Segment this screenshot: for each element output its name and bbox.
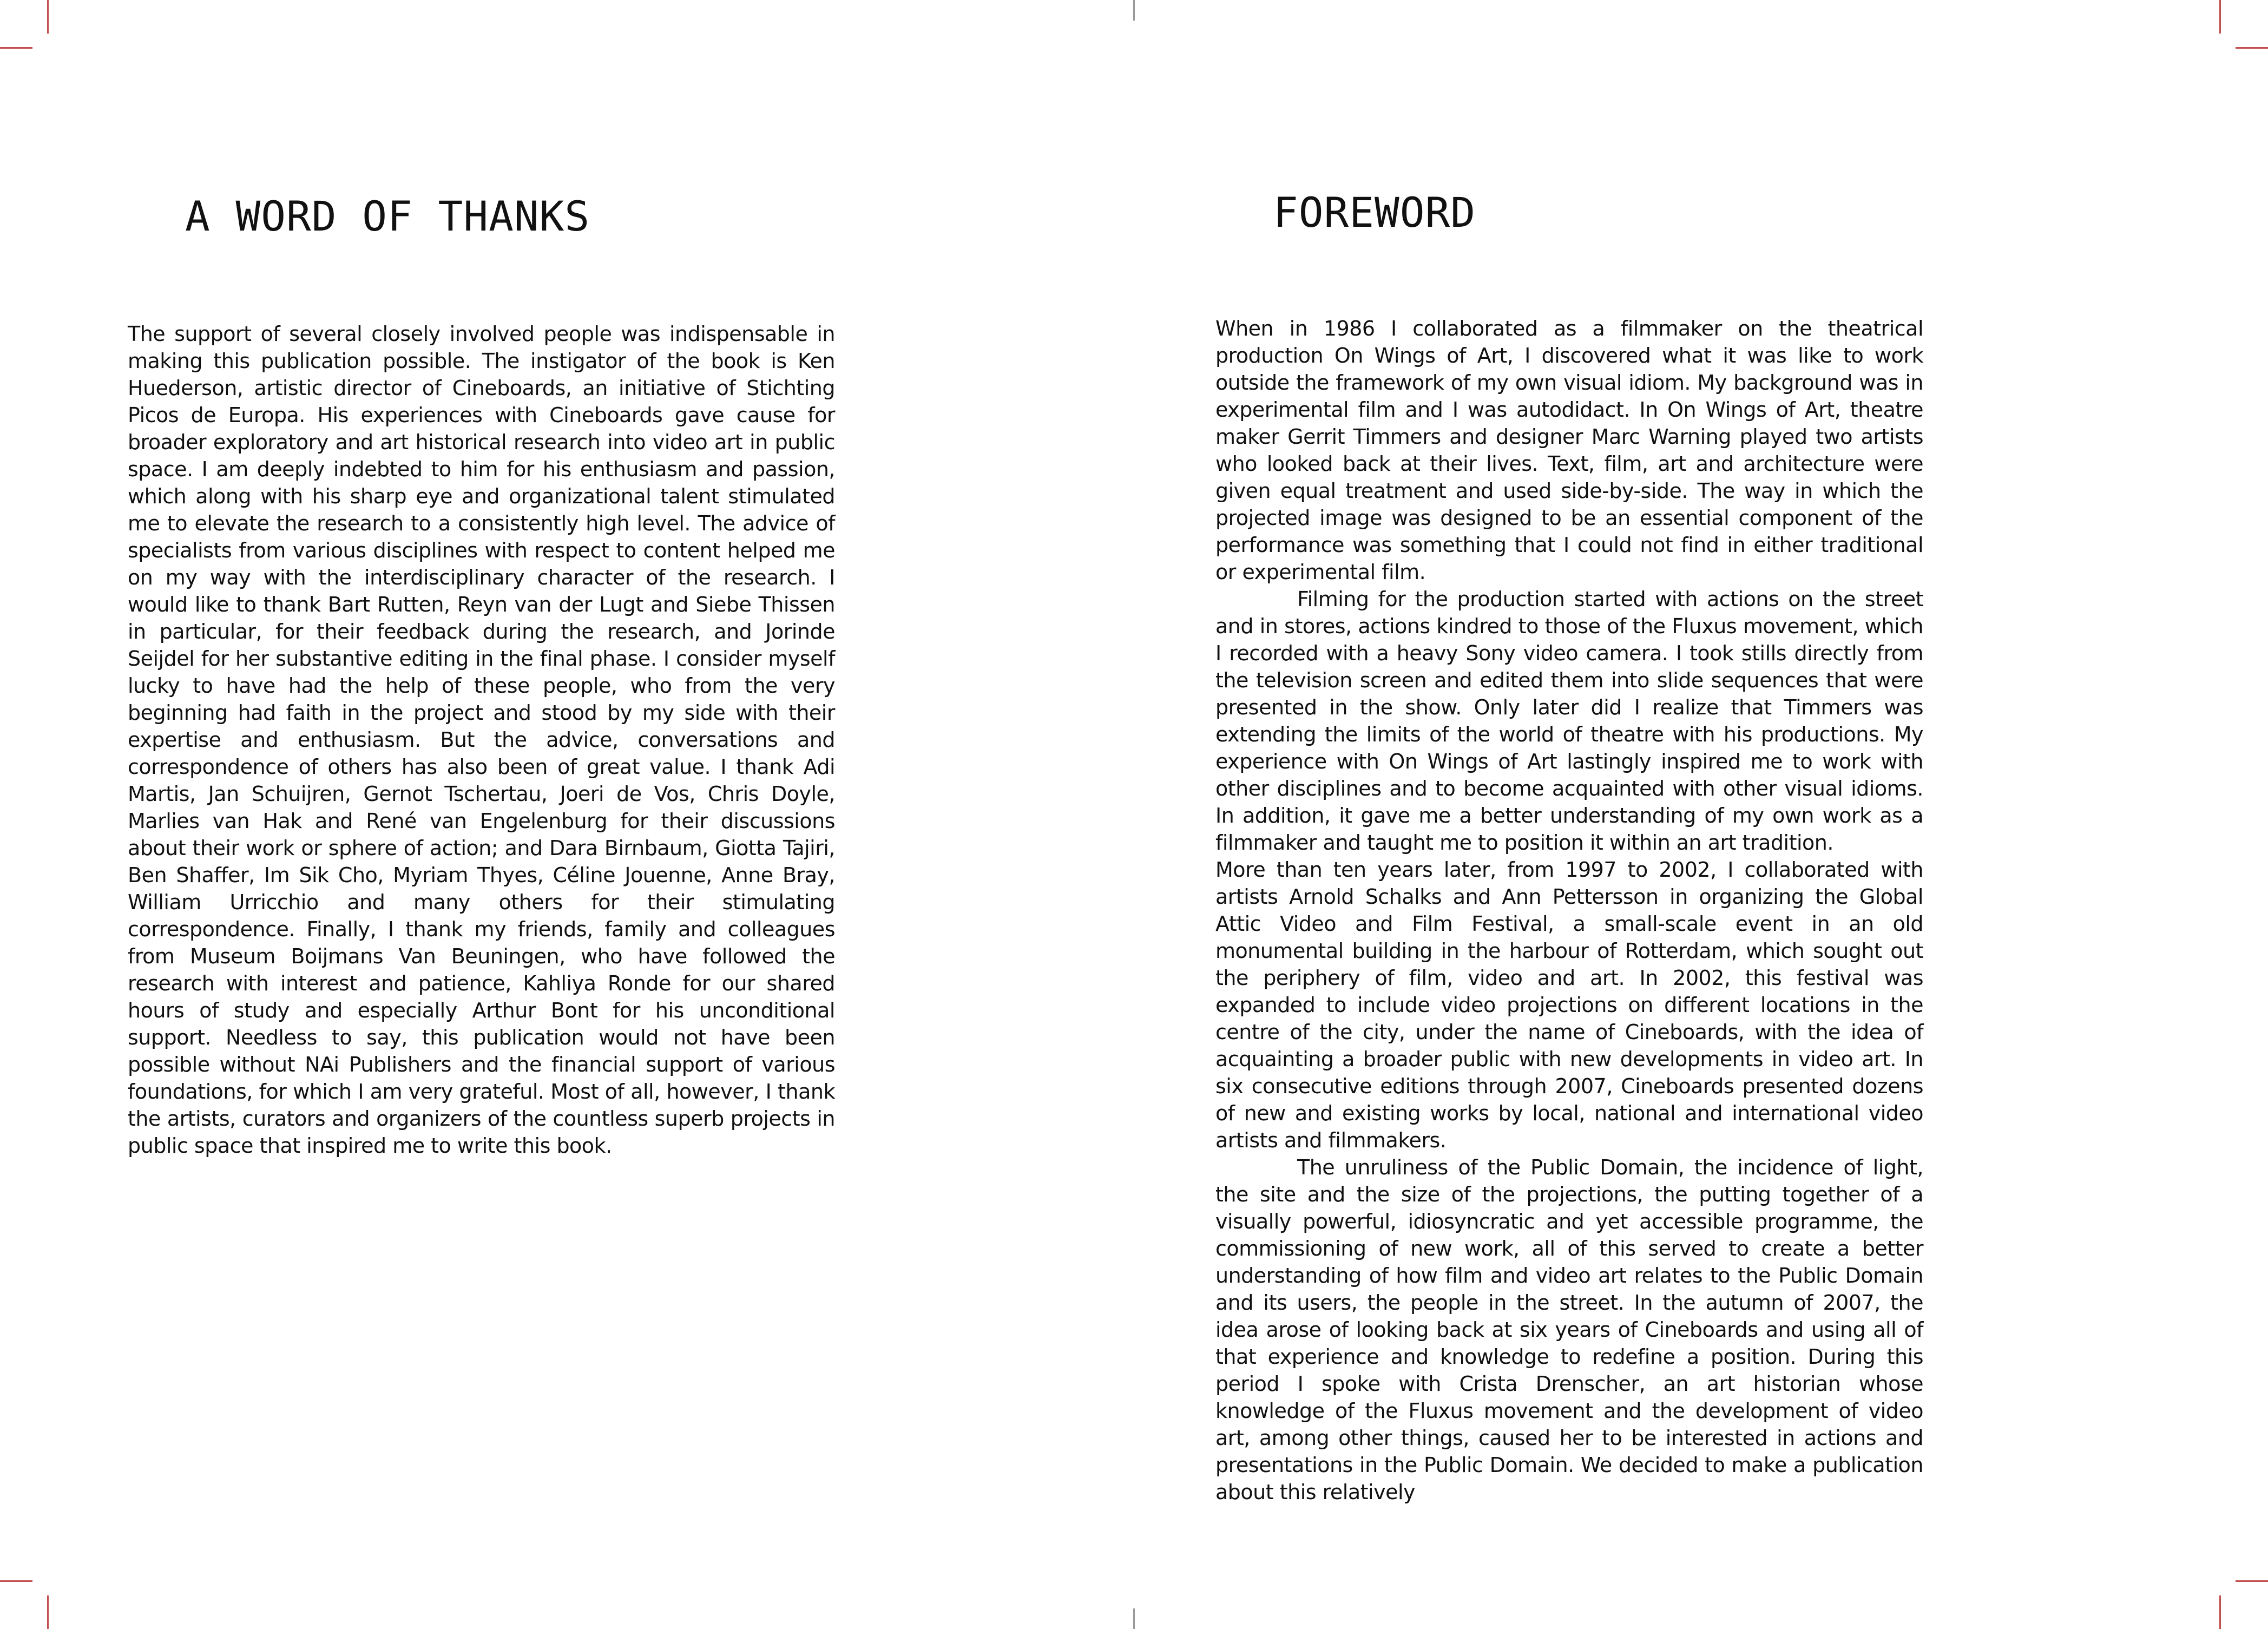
thanks-body	[128, 320, 835, 1159]
right-page	[1134, 0, 2268, 1629]
page-title-word-of-thanks: A WORD OF THANKS	[185, 192, 590, 240]
paragraph: The unruliness of the Public Domain, the incidence of light, the site and the size of the projections, the putting together of a visually powerful, idiosyncratic and yet accessible programme, the commissioning of new work, all of this served to create a better understanding of how film and video art relates to the Public Domain and its users, the people in the street. In the autumn of 2007, the idea arose of looking back at six years of Cineboards and using all of that experience and knowledge to redefine a position. During this period I spoke with Crista Drenscher, an art historian whose knowledge of the Fluxus movement and the development of video art, among other things, caused her to be interested in actions and presentations in the Public Domain. We decided to make a publication about this relatively	[1215, 1155, 1923, 1504]
foreword-body	[1215, 315, 1923, 1506]
paragraph: Filming for the production started with actions on the street and in stores, actions kindred to those of the Fluxus movement, which I recorded with a heavy Sony video camera. I took stills directly from the television screen and edited them into slide sequences that were presented in the show. Only later did I realize that Timmers was extending the limits of the world of theatre with his productions. My experience with On Wings of Art lastingly inspired me to work with other disciplines and to become acquainted with other visual idioms. In addition, it gave me a better understanding of my own work as a filmmaker and taught me to position it within an art tradition.	[1215, 587, 1923, 855]
page-title-foreword: FOREWORD	[1273, 188, 1476, 237]
paragraph: More than ten years later, from 1997 to 2002, I collaborated with artists Arnold Schalks and Ann Pettersson in organizing the Global Attic Video and Film Festival, a small-scale event in an old monumental building in the harbour of Rotterdam, which sought out the periphery of film, video and art. In 2002, this festival was expanded to include video projections on different locations in the centre of the city, under the name of Cineboards, with the idea of acquainting a broader public with new developments in video art. In six consecutive editions through 2007, Cineboards presented dozens of new and existing works by local, national and international video artists and filmmakers.	[1215, 858, 1923, 1152]
paragraph: When in 1986 I collaborated as a filmmaker on the theatrical production On Wings of Art, I discovered what it was like to work outside the framework of my own visual idiom. My background was in experimental film and I was autodidact. In On Wings of Art, theatre maker Gerrit Timmers and designer Marc Warning played two artists who looked back at their lives. Text, film, art and architecture were given equal treatment and used side-by-side. The way in which the projected image was designed to be an essential component of the performance was something that I could not find in either traditional or experimental film.	[1215, 317, 1923, 584]
paragraph: The support of several closely involved people was indispensable in making this publication possible. The instigator of the book is Ken Huederson, artistic director of Cineboards, an initiative of Stichting Picos de Europa. His experiences with Cineboards gave cause for broader exploratory and art historical research into video art in public space. I am deeply indebted to him for his enthusiasm and passion, which along with his sharp eye and organizational talent stimulated me to elevate the research to a consistently high level. The advice of specialists from various disciplines with respect to content helped me on my way with the interdisciplinary character of the research. I would like to thank Bart Rutten, Reyn van der Lugt and Siebe Thissen in particular, for their feedback during the research, and Jorinde Seijdel for her substantive editing in the final phase. I consider myself lucky to have had the help of these people, who from the very beginning had faith in the project and stood by my side with their expertise and enthusiasm. But the advice, conversations and correspondence of others has also been of great value. I thank Adi Martis, Jan Schuijren, Gernot Tschertau, Joeri de Vos, Chris Doyle, Marlies van Hak and René van Engelenburg for their discussions about their work or sphere of action; and Dara Birnbaum, Giotta Tajiri, Ben Shaffer, Im Sik Cho, Myriam Thyes, Céline Jouenne, Anne Bray, William Urricchio and many others for their stimulating correspondence. Finally, I thank my friends, family and colleagues from Museum Boijmans Van Beuningen, who have followed the research with interest and patience, Kahliya Ronde for our shared hours of study and especially Arthur Bont for his unconditional support. Needless to say, this publication would not have been possible without NAi Publishers and the financial support of various foundations, for which I am very grateful. Most of all, however, I thank the artists, curators and organizers of the countless superb projects in public space that inspired me to write this book.	[128, 322, 835, 1158]
